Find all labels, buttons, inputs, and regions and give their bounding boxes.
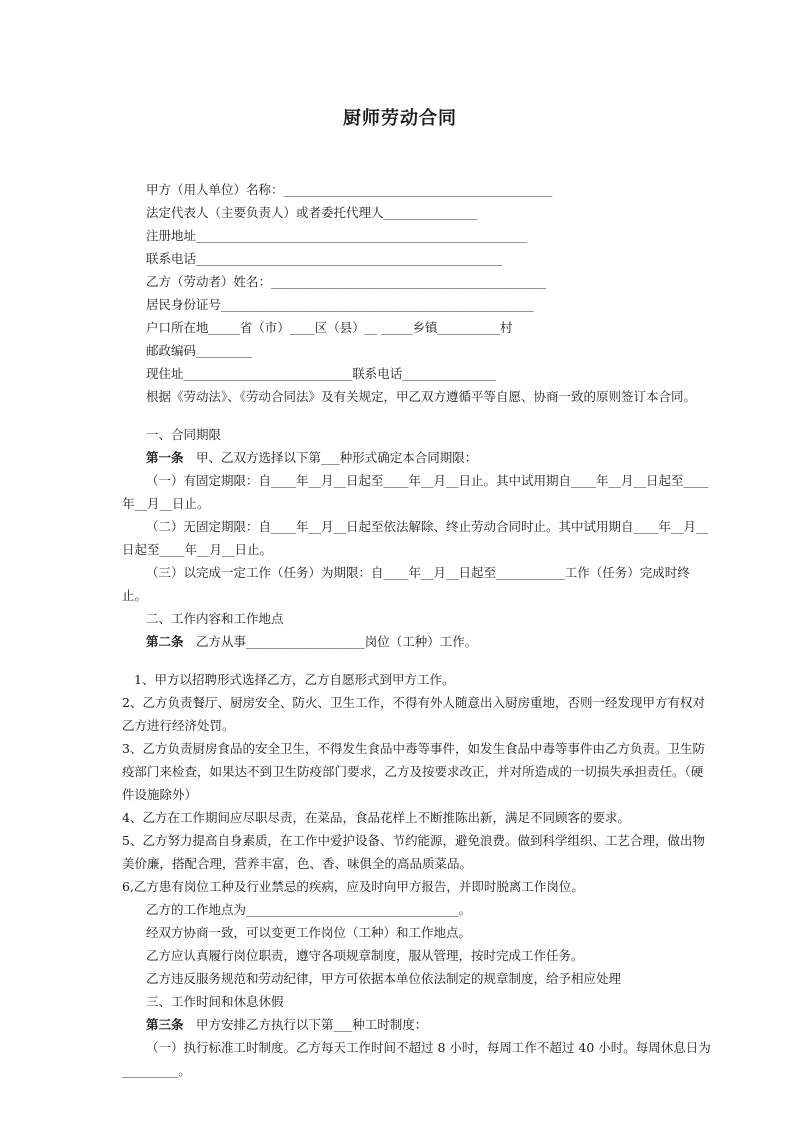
text-line: 乙方从事___________________岗位（工种）工作。 — [196, 634, 478, 649]
text-line: 邮政编码_________ — [146, 343, 253, 358]
text-line: 三、工作时间和休息休假 — [146, 994, 284, 1009]
text-line: 5、乙方努力提高自身素质，在工作中爱护设备、节约能源，避免浪费。做到科学组织、工艺合理，做出物 — [122, 833, 705, 848]
text-line: 日起至____年__月__日止。 — [122, 542, 273, 557]
text-line: 注册地址_____________________________________________________ — [146, 228, 528, 243]
text-line: 根据《劳动法》、《劳动合同法》及有关规定，甲乙双方遵循平等自愿、协商一致的原则签订本合同。 — [146, 389, 697, 404]
text-line: 美价廉，搭配合理，营养丰富，色、香、味俱全的高品质菜品。 — [122, 856, 473, 871]
text-line: 疫部门来检查，如果达不到卫生防疫部门要求，乙方及按要求改正，并对所造成的一切损失承担责任。（硬 — [122, 764, 704, 779]
text-line: 4、乙方在工作期间应尽职尽责，在菜品，食品花样上不断推陈出新，满足不同顾客的要求。 — [122, 810, 630, 825]
text-line: 3、乙方负责厨房食品的安全卫生，不得发生食品中毒等事件，如发生食品中毒等事件由乙方负责。卫生防 — [122, 741, 705, 756]
text-line: 止。 — [122, 588, 148, 603]
text-line: 6,乙方患有岗位工种及行业禁忌的疾病，应及时向甲方报告，并即时脱离工作岗位。 — [122, 879, 584, 894]
text-line: 法定代表人（主要负责人）或者委托代理人_______________ — [146, 205, 478, 220]
text-line: 甲方安排乙方执行以下第___种工时制度： — [196, 1017, 428, 1032]
text-line: _________。 — [122, 1063, 191, 1078]
text-line: 联系电话_________________________________________________ — [146, 251, 503, 266]
text-line: （一）有固定期限：自____年__月__日起至____年__月__日止。其中试用期自____年__月__日起至____ — [146, 473, 709, 488]
text-line: 1、甲方以招聘形式选择乙方，乙方自愿形式到甲方工作。 — [134, 672, 455, 687]
text-line: 经双方协商一致，可以变更工作岗位（工种）和工作地点。 — [146, 925, 472, 940]
text-line: 一、合同期限 — [146, 427, 222, 442]
text-line: 乙方进行经济处罚。 — [122, 718, 235, 733]
document-title: 厨师劳动合同 — [343, 108, 457, 129]
text-line: 2、乙方负责餐厅、厨房安全、防火、卫生工作，不得有外人随意出入厨房重地，否则一经发现甲方有权对 — [122, 695, 705, 710]
text-line: （三）以完成一定工作（任务）为期限：自____年__月__日起至___________工作（任务）完成时终 — [146, 565, 690, 580]
text-line: 现住址___________________________联系电话_______________ — [146, 366, 497, 381]
text-line: 乙方的工作地点为__________________________________。 — [146, 902, 472, 917]
text-line: 乙方违反服务规范和劳动纪律，甲方可依据本单位依法制定的规章制度，给予相应处理 — [146, 971, 622, 986]
text-line: （二）无固定期限：自____年__月__日起至依法解除、终止劳动合同时止。其中试用期自____年__月__ — [146, 519, 709, 534]
text-line: 甲、乙双方选择以下第___种形式确定本合同期限： — [196, 450, 478, 465]
text-line: 户口所在地_____省（市）____区（县）__ _____乡镇__________村 — [146, 320, 513, 335]
text-line: （一）执行标准工时制度。乙方每天工作时间不超过 8 小时，每周工作不超过 40 小时。每周休息日为 — [146, 1040, 711, 1055]
text-line: 年__月__日止。 — [122, 496, 210, 511]
text-line: 二、工作内容和工作地点 — [146, 611, 284, 626]
text-line: 乙方（劳动者）姓名：____________________________________________ — [146, 274, 547, 289]
text-line: 件设施除外） — [122, 787, 198, 802]
text-line: 甲方（用人单位）名称：___________________________________________ — [146, 182, 553, 197]
text-line: 居民身份证号__________________________________________________ — [146, 297, 534, 312]
text-line: 第二条 — [146, 634, 184, 649]
text-line: 第三条 — [146, 1017, 184, 1032]
text-line: 乙方应认真履行岗位职责，遵守各项规章制度，服从管理，按时完成工作任务。 — [146, 948, 584, 963]
text-line: 第一条 — [146, 450, 184, 465]
